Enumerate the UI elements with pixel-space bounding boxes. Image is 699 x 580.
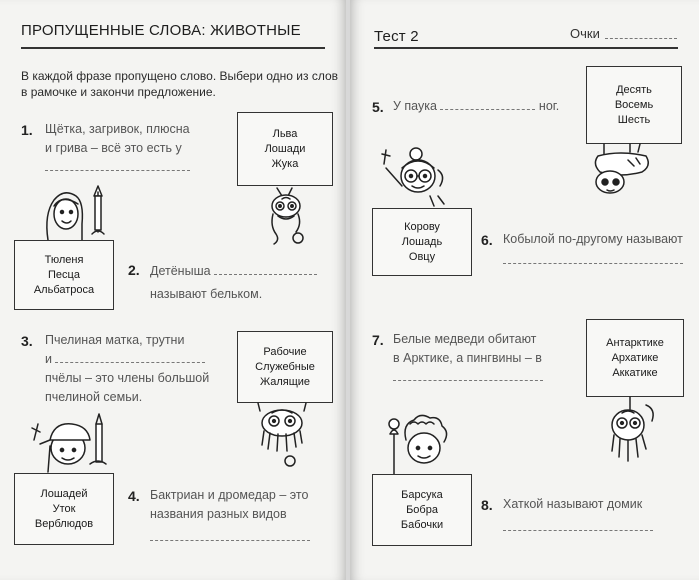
question-5-text: У паука ног. bbox=[393, 99, 560, 113]
question-7-text: Белые медведи обитают в Арктике, а пингвины – в bbox=[393, 330, 543, 387]
instructions: В каждой фразе пропущено слово. Выбери одно из слов в рамочке и закончи предложение. bbox=[21, 69, 339, 99]
boy-with-cap-icon bbox=[30, 410, 110, 474]
answer-blank[interactable] bbox=[55, 350, 205, 363]
answer-blank[interactable] bbox=[503, 251, 683, 264]
upside-down-sloth-icon bbox=[590, 142, 660, 197]
upside-down-boy-with-glasses-icon bbox=[602, 395, 662, 470]
answer-blank[interactable] bbox=[150, 528, 310, 541]
question-1-text: Щётка, загривок, плюсна и грива – всё это есть у bbox=[45, 120, 190, 177]
answer-blank[interactable] bbox=[214, 262, 317, 275]
upside-down-boy-icon bbox=[262, 186, 312, 248]
answer-blank[interactable] bbox=[393, 368, 543, 381]
question-number: 8. bbox=[481, 497, 493, 513]
title-underline bbox=[374, 47, 678, 49]
question-number: 3. bbox=[21, 333, 33, 349]
girl-with-pencil-icon bbox=[40, 184, 115, 242]
girl-with-glasses-icon bbox=[380, 146, 455, 208]
question-number: 7. bbox=[372, 332, 384, 348]
question-number: 1. bbox=[21, 122, 33, 138]
score-label: Очки bbox=[570, 26, 600, 41]
word-box: Льва Лошади Жука bbox=[237, 112, 333, 186]
word-box: Рабочие Служебные Жалящие bbox=[237, 331, 333, 403]
question-number: 6. bbox=[481, 232, 493, 248]
word-box: Корову Лошадь Овцу bbox=[372, 208, 472, 276]
question-4-text: Бактриан и дромедар – это названия разных видов bbox=[150, 486, 310, 547]
girl-with-curly-hair-icon bbox=[380, 410, 460, 475]
question-number: 2. bbox=[128, 262, 140, 278]
question-3-text: Пчелиная матка, трутни и пчёлы – это члены большой пчелиной семьи. bbox=[45, 333, 210, 404]
question-2-text: Детёныша называют бельком. bbox=[150, 262, 317, 304]
question-number: 4. bbox=[128, 488, 140, 504]
left-page bbox=[0, 0, 346, 580]
word-box: Тюленя Песца Альбатроса bbox=[14, 240, 114, 310]
title-underline bbox=[21, 47, 325, 49]
question-8-text: Хаткой называют домик bbox=[503, 495, 653, 537]
upside-down-bearded-man-icon bbox=[250, 401, 315, 471]
answer-blank[interactable] bbox=[440, 97, 535, 110]
question-6-text: Кобылой по-другому называют bbox=[503, 230, 683, 270]
word-box: Антарктике Архатике Аккатике bbox=[586, 319, 684, 397]
question-number: 5. bbox=[372, 99, 384, 115]
score-blank[interactable] bbox=[605, 38, 677, 39]
answer-blank[interactable] bbox=[503, 518, 653, 531]
word-box: Барсука Бобра Бабочки bbox=[372, 474, 472, 546]
page-title: ПРОПУЩЕННЫЕ СЛОВА: ЖИВОТНЫЕ bbox=[21, 22, 301, 39]
test-title: Тест 2 bbox=[374, 28, 419, 45]
word-box: Десять Восемь Шесть bbox=[586, 66, 682, 144]
right-page bbox=[350, 0, 699, 580]
word-box: Лошадей Уток Верблюдов bbox=[14, 473, 114, 545]
answer-blank[interactable] bbox=[45, 158, 190, 171]
